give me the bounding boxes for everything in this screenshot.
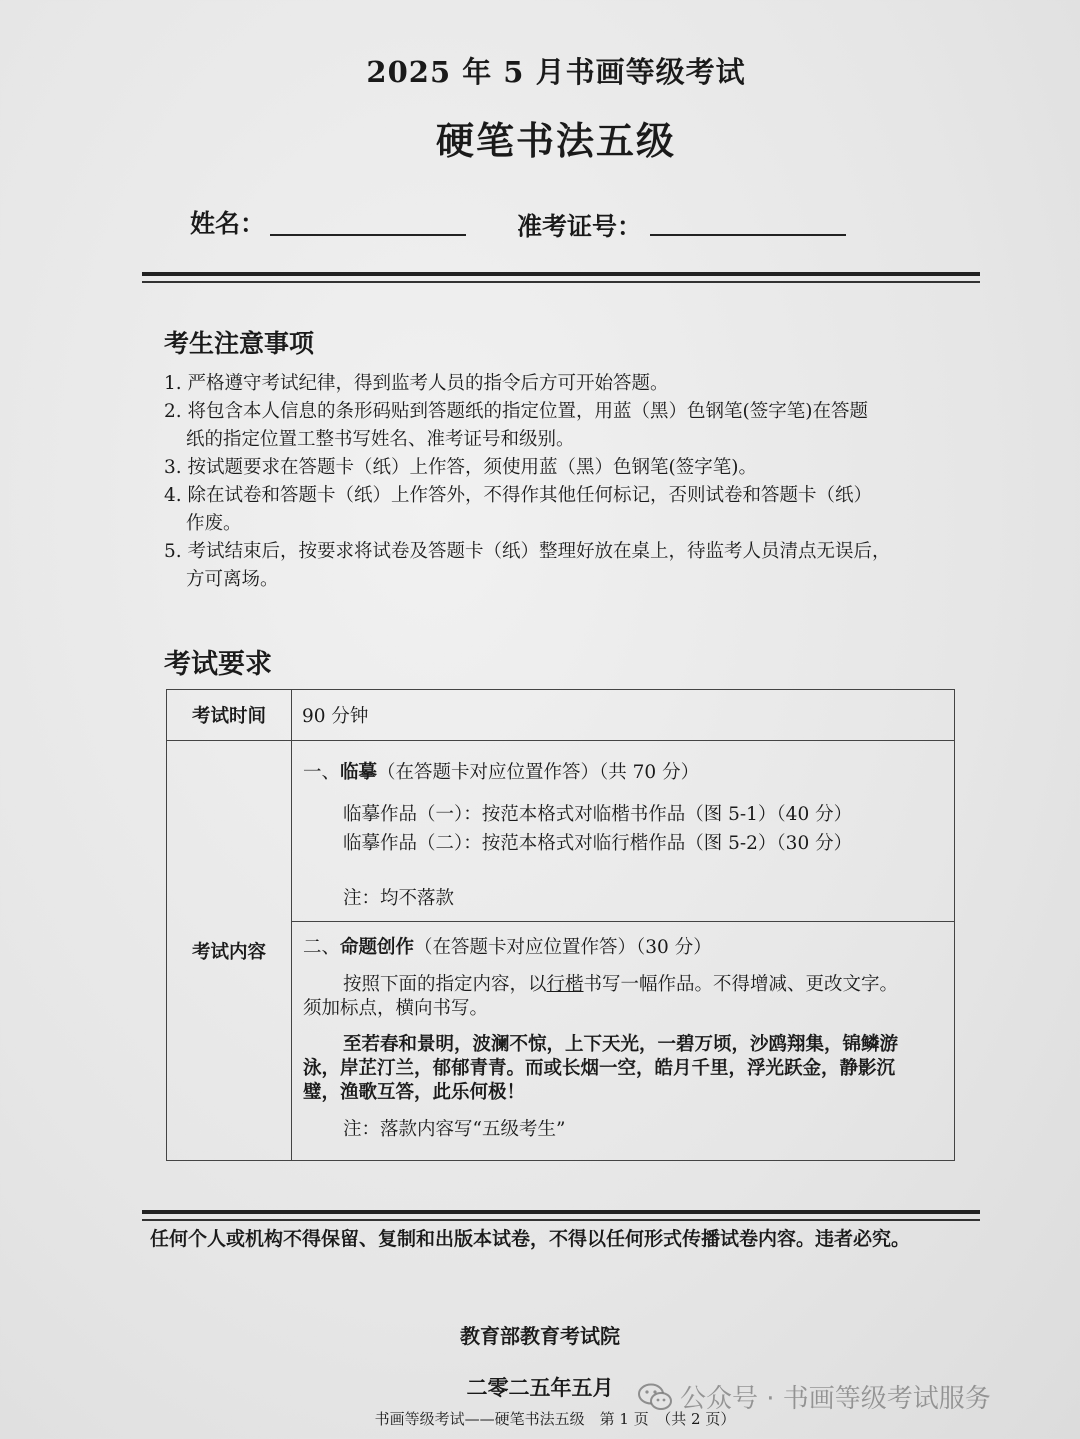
issuer: 教育部教育考试院 <box>460 1324 620 1348</box>
part1-work1: 临摹作品（一）：按范本格式对临楷书作品（图 5-1）（40 分） <box>343 804 853 825</box>
header-divider-thick <box>142 272 980 276</box>
notice-item-4: 4. 除在试卷和答题卡（纸）上作答外，不得作其他任何标记，否则试卷和答题卡（纸） 作废。 <box>164 485 873 534</box>
notice-item-5: 5. 考试结束后，按要求将试卷及答题卡（纸）整理好放在桌上，待监考人员清点无误后， 方可离场。 <box>164 541 891 590</box>
part2-passage: 至若春和景明，波澜不惊，上下天光，一碧万顷，沙鸥翔集，锦鳞游 泳，岸芷汀兰，郁郁青青。而或长烟一空，皓月千里，浮光跃金，静影沉 璧，渔歌互答，此乐何极！ <box>303 1034 899 1103</box>
requirements-table <box>166 689 955 1161</box>
part2-heading: 二、命题创作（在答题卡对应位置作答）（30 分） <box>303 937 712 958</box>
name-field-line[interactable] <box>270 234 466 236</box>
subject-title: 硬笔书法五级 <box>435 118 676 163</box>
part1-note: 注：均不落款 <box>343 888 455 909</box>
page-footer: 书画等级考试——硬笔书法五级 第 1 页 （共 2 页） <box>374 1410 736 1428</box>
watermark: 公众号 · 书画等级考试服务 <box>638 1378 991 1415</box>
notice-item-1: 1. 严格遵守考试纪律，得到监考人员的指令后方可开始答题。 <box>164 373 669 394</box>
footer-divider-thick <box>142 1210 980 1214</box>
exam-id-field-line[interactable] <box>650 234 846 236</box>
notice-heading: 考生注意事项 <box>164 329 315 358</box>
exam-title: 2025 年 5 月书画等级考试 <box>366 55 746 89</box>
time-value: 90 分钟 <box>292 690 955 741</box>
time-label: 考试时间 <box>167 690 292 741</box>
part1-cell <box>292 741 955 922</box>
notice-list <box>164 370 964 594</box>
copyright-notice: 任何个人或机构不得保留、复制和出版本试卷，不得以任何形式传播试卷内容。违者必究。 <box>150 1228 911 1250</box>
part2-instruction: 按照下面的指定内容，以行楷书写一幅作品。不得增减、更改文字。 须加标点，横向书写。 <box>303 974 899 1019</box>
part2-cell <box>292 922 955 1161</box>
content-label: 考试内容 <box>167 741 292 1161</box>
part1-work2: 临摹作品（二）：按范本格式对临行楷作品（图 5-2）（30 分） <box>343 833 853 854</box>
part2-note: 注：落款内容写“五级考生” <box>343 1119 566 1140</box>
notice-item-2: 2. 将包含本人信息的条形码贴到答题纸的指定位置，用蓝（黑）色钢笔(签字笔)在答题 纸的指定位置工整书写姓名、准考证号和级别。 <box>164 401 868 450</box>
exam-id-label: 准考证号： <box>517 212 643 241</box>
issue-date: 二零二五年五月 <box>466 1375 614 1400</box>
notice-item-3: 3. 按试题要求在答题卡（纸）上作答，须使用蓝（黑）色钢笔(签字笔)。 <box>164 457 757 478</box>
header-divider-thin <box>142 281 980 283</box>
name-label: 姓名： <box>190 209 266 238</box>
footer-divider-thin <box>142 1219 980 1221</box>
part1-heading: 一、临摹（在答题卡对应位置作答）（共 70 分） <box>303 762 700 783</box>
wechat-icon <box>638 1383 672 1411</box>
requirements-heading: 考试要求 <box>164 649 272 680</box>
